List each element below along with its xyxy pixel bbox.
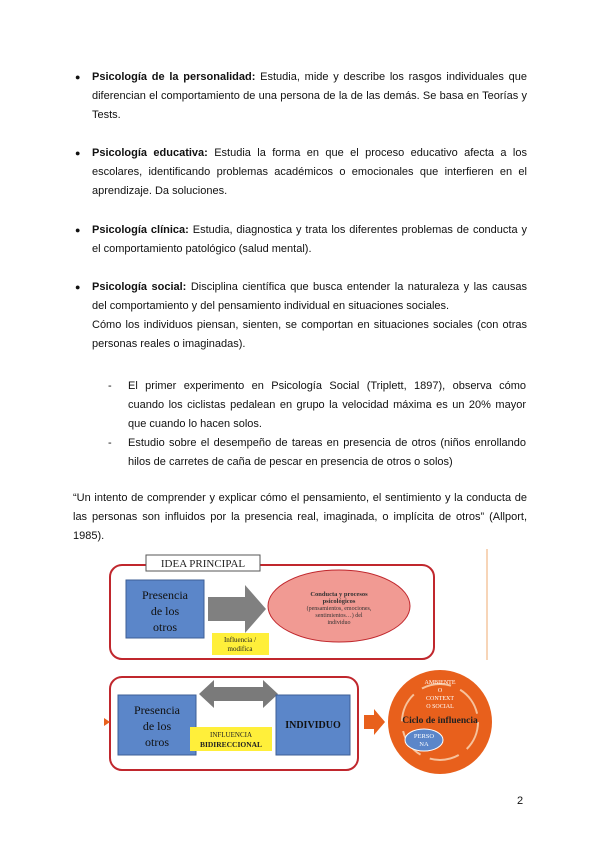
bullet-text: Disciplina científica que busca entender la naturaleza y las causas del comportamiento y del pensamiento individual en situaciones sociales. (92, 281, 527, 312)
ambiente-line: O SOCIAL (426, 704, 454, 710)
bullet-term: Psicología clínica: (92, 224, 189, 236)
influencia-line: Influencia / (223, 636, 257, 644)
bullet-extra-text: Cómo los individuos piensan, sienten, se comportan en situaciones sociales (con otras personas reales o imaginadas). (92, 319, 527, 350)
bullet-term: Psicología social: (92, 281, 187, 293)
presencia-line: otros (145, 735, 169, 749)
bullet-term: Psicología de la personalidad: (92, 71, 256, 83)
orange-arrow (364, 709, 385, 735)
bullet-text: Estudia la forma en que el proceso educativo afecta a los escolares, identificando problemas académicos o emocionales que interfieren en el aprendizaje. Da soluciones. (92, 147, 527, 197)
bidireccional-line: BIDIRECCIONAL (199, 740, 263, 749)
presencia-line: Presencia (142, 588, 188, 602)
page-number: 2 (517, 795, 524, 807)
bullet-text: Estudia, diagnostica y trata los diferentes problemas de conducta y el comportamiento patológico (salud mental). (92, 224, 527, 255)
ambiente-line: AMBIENTE (424, 680, 456, 686)
bidireccional-line: INFLUENCIA (210, 731, 252, 739)
presencia-line: Presencia (134, 703, 180, 717)
conducta-line: individuo (327, 620, 351, 626)
ciclo-label: Ciclo de influencia (402, 716, 478, 726)
ambiente-line: CONTEXT (426, 696, 454, 702)
presencia-line: de los (142, 719, 172, 733)
conducta-line: sentimientos…) del (315, 613, 363, 619)
individuo-label: INDIVIDUO (285, 720, 341, 731)
persona-line: NA (419, 741, 429, 748)
conducta-line: Conducta y procesos (310, 591, 368, 598)
list-item: - El primer experimento en Psicología Social (Triplett, 1897), observa cómo cuando los ciclistas pedalean en grupo la velocidad máxima es un 20% mayor que cuando lo hacen solos. (128, 377, 526, 434)
conducta-line: psicológicos (322, 598, 356, 605)
conducta-line: (pensamientos, emociones, (306, 606, 372, 612)
influencia-line: modifica (227, 645, 253, 653)
allport-quote: “Un intento de comprender y explicar cómo el pensamiento, el sentimiento y la conducta de las personas son influidos por la presencia real, imaginada, o implícita de otros” (Allport, 1985). (73, 492, 527, 542)
idea-principal-title: IDEA PRINCIPAL (160, 558, 246, 570)
bullet-text: Estudia, mide y describe los rasgos individuales que diferencian el comportamiento de una persona de la de las demás. Se basa en Teorías y Tests. (92, 71, 527, 121)
ambiente-line: O (437, 688, 443, 694)
bullet-term: Psicología educativa: (92, 147, 208, 159)
persona-line: PERSO (413, 733, 435, 740)
list-item: - Estudio sobre el desempeño de tareas en presencia de otros (niños enrollando hilos de carretes de caña de pescar en presencia de otros o solos) (128, 434, 526, 472)
presencia-line: de los (150, 604, 180, 618)
presencia-line: otros (153, 620, 177, 634)
